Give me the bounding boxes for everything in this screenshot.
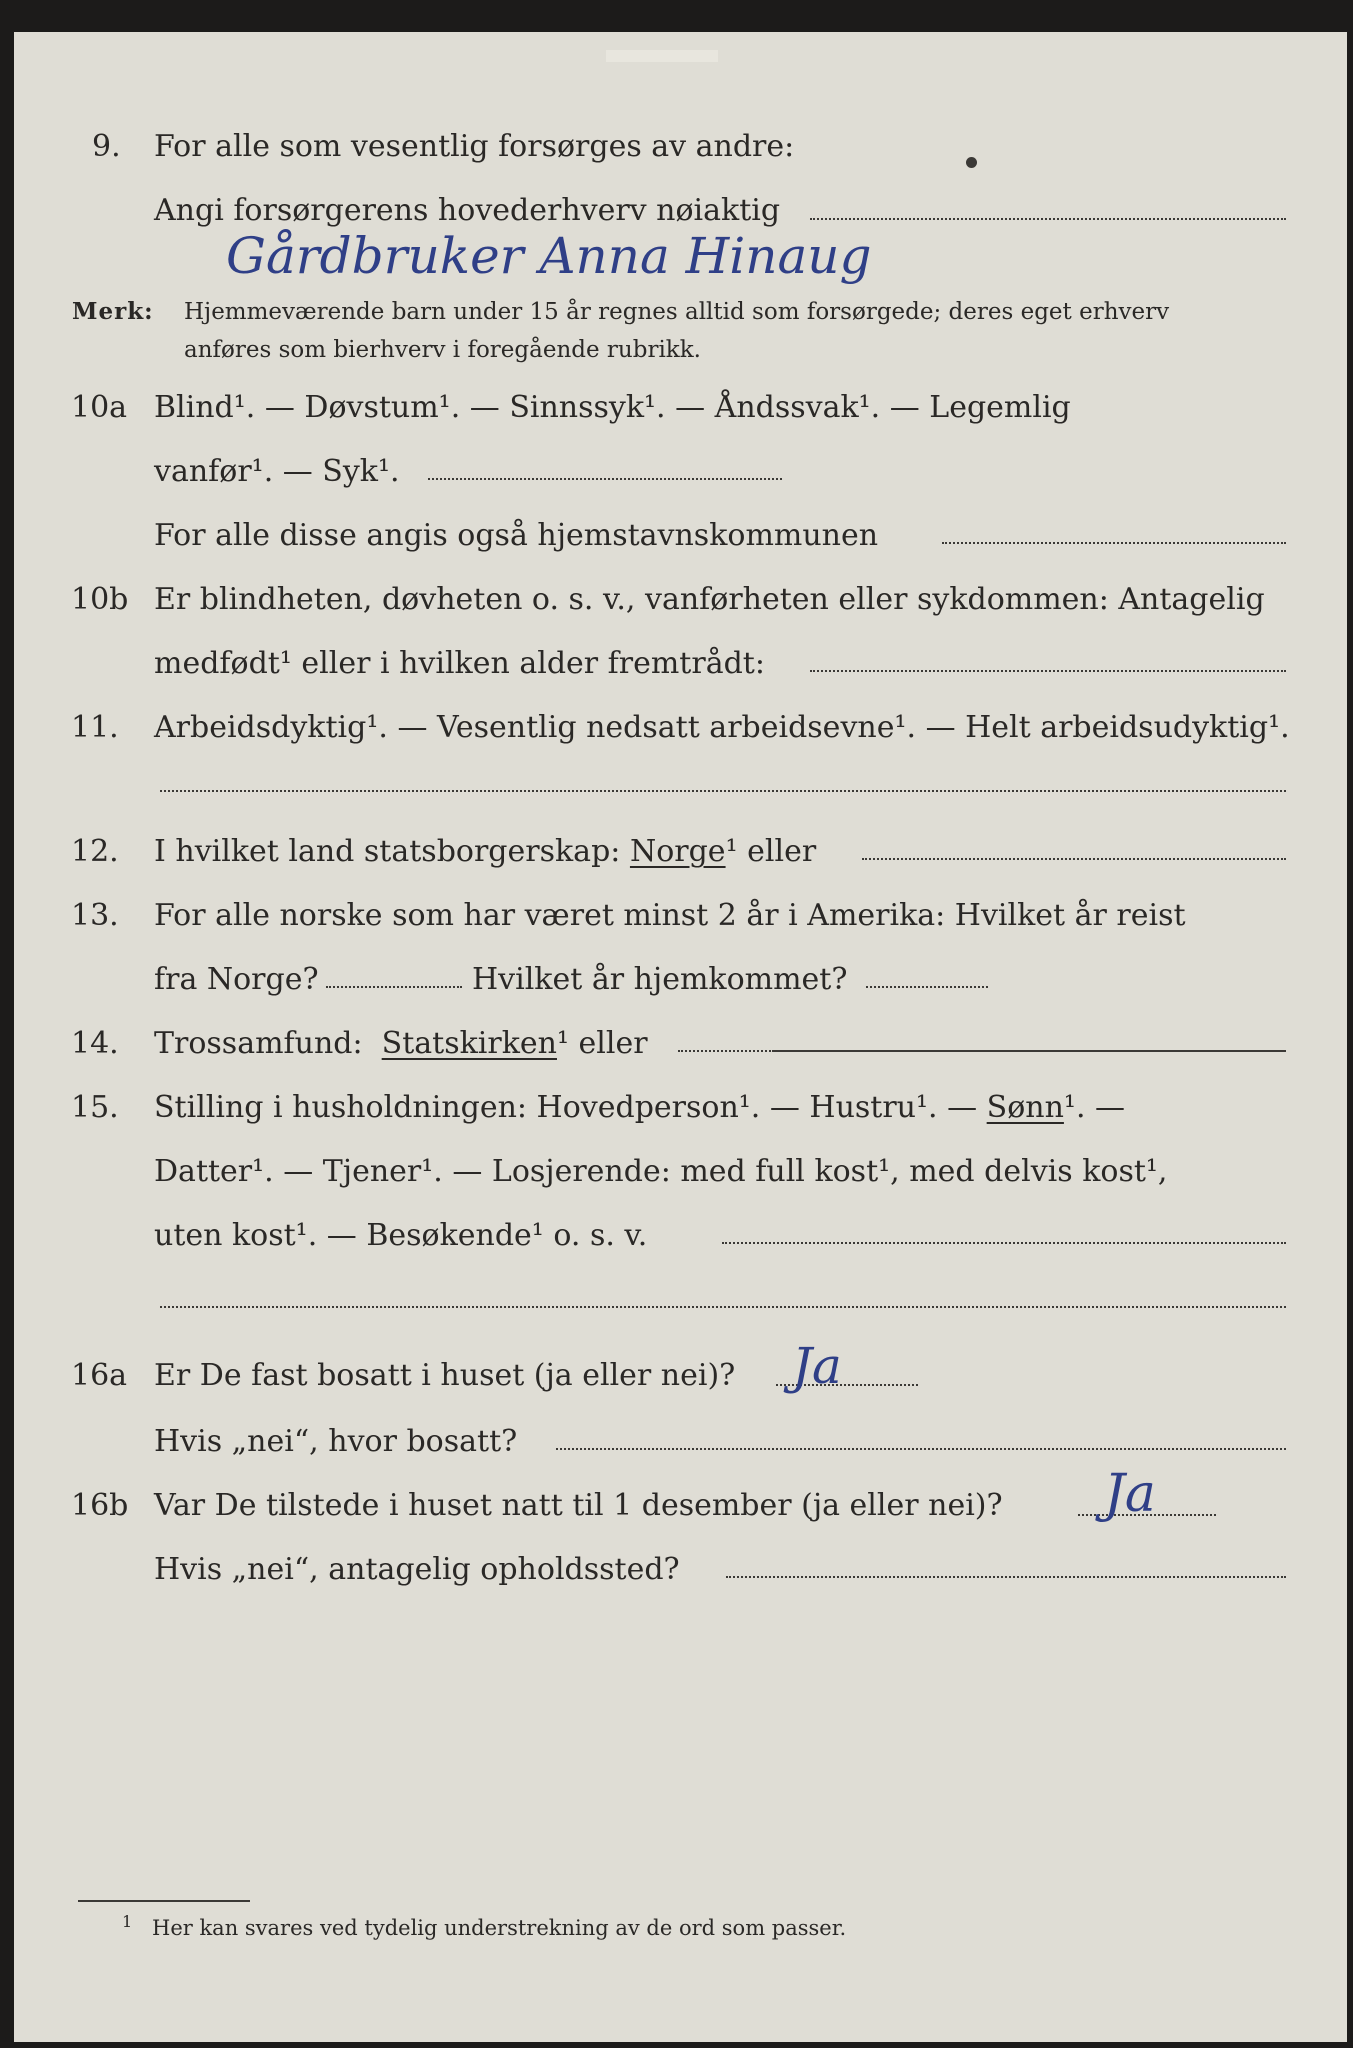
q12-answer-line[interactable] bbox=[862, 858, 1286, 860]
q10a-text-line3: For alle disse angis også hjemstavnskommunen bbox=[154, 518, 879, 553]
q14-underlined-answer: Statskirken bbox=[381, 1026, 557, 1061]
q16b-handwritten-answer: Ja bbox=[1104, 1464, 1156, 1524]
ink-spot bbox=[966, 157, 977, 168]
q14-text bbox=[154, 1022, 648, 1066]
q9-answer-line1[interactable] bbox=[810, 218, 1286, 220]
q11-text-line1: Arbeidsdyktig¹. — Vesentlig nedsatt arbeidsevne¹. — Helt arbeidsudyktig¹. bbox=[154, 710, 1290, 745]
q13-number: 13. bbox=[71, 898, 119, 933]
q12-underlined-answer: Norge bbox=[629, 834, 726, 869]
q10b-answer-line[interactable] bbox=[810, 670, 1286, 672]
q16b-line2 bbox=[14, 1548, 1347, 1592]
merk-label: Merk: bbox=[72, 298, 154, 325]
q14-prefix: Trossamfund: bbox=[154, 1026, 363, 1061]
q12-text bbox=[154, 830, 816, 874]
q13-text-line2b: Hvilket år hjemkommet? bbox=[472, 962, 848, 997]
q15-extra-line[interactable] bbox=[160, 1306, 1286, 1308]
merk-line2 bbox=[14, 334, 1347, 366]
q14-number: 14. bbox=[71, 1026, 119, 1061]
q15-line3 bbox=[14, 1214, 1347, 1258]
q10b-number: 10b bbox=[71, 582, 129, 617]
q11-number: 11. bbox=[71, 710, 119, 745]
q10a-line1 bbox=[14, 386, 1347, 430]
q10a-line2 bbox=[14, 450, 1347, 494]
q15-text-line2: Datter¹. — Tjener¹. — Losjerende: med full kost¹, med delvis kost¹, bbox=[154, 1154, 1168, 1189]
q14-answer-line[interactable] bbox=[678, 1050, 774, 1052]
q15-text-line3: uten kost¹. — Besøkende¹ o. s. v. bbox=[154, 1218, 648, 1253]
q12-prefix: I hvilket land statsborgerskap: bbox=[154, 834, 621, 869]
q10b-line1 bbox=[14, 578, 1347, 622]
q16a-bosatt-line[interactable] bbox=[556, 1448, 1286, 1450]
q9-handwritten-answer: Gårdbruker Anna Hinaug bbox=[226, 227, 872, 285]
q16a-number: 16a bbox=[71, 1358, 128, 1393]
q13-hjemkommet-line[interactable] bbox=[866, 986, 988, 988]
q16b-opholdssted-line[interactable] bbox=[726, 1576, 1286, 1578]
q16a-handwritten-answer: Ja bbox=[792, 1337, 842, 1395]
q16a-line2 bbox=[14, 1420, 1347, 1464]
q14-suffix: ¹ eller bbox=[556, 1026, 648, 1061]
q10a-text-line2: vanfør¹. — Syk¹. bbox=[154, 454, 400, 489]
q15-text bbox=[154, 1086, 1125, 1130]
merk-text-line1: Hjemmeværende barn under 15 år regnes alltid som forsørgede; deres eget erhverv bbox=[184, 299, 1170, 325]
q14-answer-line-extension bbox=[774, 1050, 1286, 1052]
q9-text-line1: For alle som vesentlig forsørges av andre: bbox=[154, 129, 795, 164]
q15-prefix: Stilling i husholdningen: Hovedperson¹. — Hustru¹. — bbox=[154, 1090, 978, 1125]
q9-text-line2: Angi forsørgerens hovederhverv nøiaktig bbox=[154, 193, 781, 228]
q9-number: 9. bbox=[92, 129, 121, 164]
q12-suffix: ¹ eller bbox=[725, 834, 817, 869]
q15-underlined-answer: Sønn bbox=[986, 1090, 1064, 1125]
q16a-text-line2: Hvis „nei“, hvor bosatt? bbox=[154, 1424, 518, 1459]
q9-line1 bbox=[14, 125, 1347, 169]
footnote-text: Her kan svares ved tydelig understrekning av de ord som passer. bbox=[152, 1916, 847, 1940]
q12-number: 12. bbox=[71, 834, 119, 869]
q13-line2 bbox=[14, 958, 1347, 1002]
q15-line2 bbox=[14, 1150, 1347, 1194]
paper-tab bbox=[606, 50, 718, 62]
q13-reist-line[interactable] bbox=[326, 986, 462, 988]
q13-text-line2a: fra Norge? bbox=[154, 962, 319, 997]
q10b-text-line2: medfødt¹ eller i hvilken alder fremtrådt: bbox=[154, 646, 765, 681]
q13-text-line1: For alle norske som har været minst 2 år i Amerika: Hvilket år reist bbox=[154, 898, 1186, 933]
q10a-number: 10a bbox=[71, 390, 128, 425]
q13-line1 bbox=[14, 894, 1347, 938]
q15-line1 bbox=[14, 1086, 1347, 1130]
footnote-marker: 1 bbox=[122, 1912, 133, 1931]
merk-text-line2: anføres som bierhverv i foregående rubrikk. bbox=[184, 337, 701, 363]
q15-number: 15. bbox=[71, 1090, 119, 1125]
q16b-text-line2: Hvis „nei“, antagelig opholdssted? bbox=[154, 1552, 680, 1587]
q11-line1 bbox=[14, 706, 1347, 750]
q16b-text-line1: Var De tilstede i huset natt til 1 desember (ja eller nei)? bbox=[154, 1488, 1003, 1523]
q15-answer-line[interactable] bbox=[722, 1242, 1286, 1244]
q10b-text-line1: Er blindheten, døvheten o. s. v., vanførheten eller sykdommen: Antagelig bbox=[154, 582, 1265, 617]
q10a-kommune-line[interactable] bbox=[942, 542, 1286, 544]
q15-suffix: ¹. — bbox=[1063, 1090, 1126, 1125]
q14-line1 bbox=[14, 1022, 1347, 1066]
q11-answer-line[interactable] bbox=[160, 790, 1286, 792]
q16b-number: 16b bbox=[71, 1488, 129, 1523]
q16a-text-line1: Er De fast bosatt i huset (ja eller nei)? bbox=[154, 1358, 736, 1393]
census-form-page bbox=[14, 32, 1347, 2042]
q10a-answer-line[interactable] bbox=[428, 478, 782, 480]
q10a-text-line1: Blind¹. — Døvstum¹. — Sinnssyk¹. — Åndssvak¹. — Legemlig bbox=[154, 390, 1071, 425]
q16a-line1 bbox=[14, 1354, 1347, 1398]
q12-line1 bbox=[14, 830, 1347, 874]
q10b-line2 bbox=[14, 642, 1347, 686]
q10a-line3 bbox=[14, 514, 1347, 558]
merk-line1 bbox=[14, 296, 1347, 328]
footnote-rule bbox=[78, 1900, 250, 1902]
